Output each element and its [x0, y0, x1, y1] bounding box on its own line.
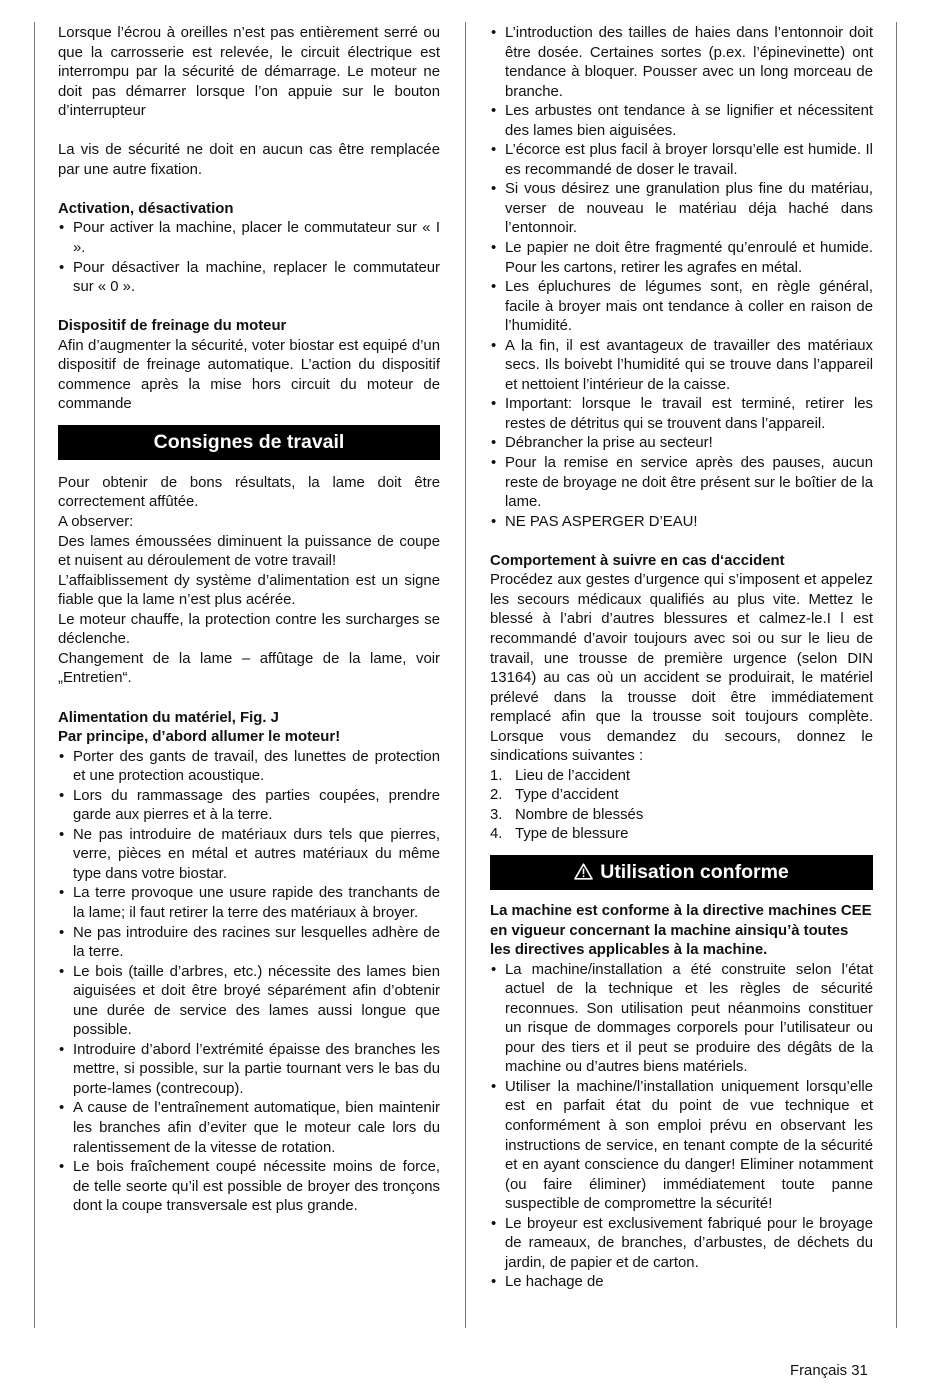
section-bar-intended-use: [490, 855, 873, 890]
activation-heading: Activation, désactivation: [58, 200, 234, 217]
work-paragraph: L’affaiblissement dy système d’alimentation est un signe fiable que la lame n’est plus acérée.: [58, 572, 440, 609]
feeding-subheading: Par principe, d’abord allumer le moteur!: [58, 729, 341, 746]
list-item: • Les épluchures de légumes sont, en règle général, facile à broyer mais ont tendance à coller en raison de l’humidité.: [490, 278, 873, 337]
list-item: • Pour activer la machine, placer le commutateur sur « I ».: [58, 219, 440, 258]
right-margin-rule: [896, 22, 897, 1328]
list-text: Lieu de l’accident: [515, 767, 631, 784]
conformity-list: [490, 961, 873, 1293]
activation-list: [58, 219, 440, 297]
list-text: Type d’accident: [515, 787, 619, 804]
list-item: • Pour désactiver la machine, replacer le commutateur sur « 0 ».: [58, 259, 440, 298]
list-item: • Introduire d’abord l’extrémité épaisse des branches les mettre, si possible, sur la partie tournant vers le bas du porte-lames (contrecoup).: [58, 1041, 440, 1100]
list-number: 1.: [490, 767, 503, 784]
page-footer: Français 31: [790, 1363, 868, 1379]
list-item: • La machine/installation a été construite selon l’état actuel de la technique et les règles de sécurité reconnues. Son utilisation peut néanmoins constituer un risque de dommages corporels pour l’utilisateur ou pour des tiers et il peut se produire des dégâts de la machine ou d’autres biens matériels.: [490, 961, 873, 1078]
work-paragraph: Des lames émoussées diminuent la puissance de coupe et nuisent au déroulement de votre travail!: [58, 533, 440, 570]
list-item: • Le papier ne doit être fragmenté qu’enroulé et humide. Pour les cartons, retirer les agrafes en métal.: [490, 239, 873, 278]
section-bar-work-instructions: [58, 425, 440, 460]
list-item: • NE PAS ASPERGER D’EAU!: [490, 513, 873, 533]
accident-paragraph: Procédez aux gestes d’urgence qui s’imposent et appelez les secours médicaux qualifiés au plus vite. Mettez le blessé à l’abri d’autres blessures et calmez-le.I l est recommandé d’avoir toujours avec soi ou sur le lieu de travail, une trousse de première urgence (selon DIN 13164) au cas où un accident se produirait, le matériel prélevé dans la trousse doit être immédiatement remplacé afin que la trousse soit toujours complète. Lorsque vous demandez du secours, donnez le sindications suivantes :: [490, 572, 873, 765]
list-number: 2.: [490, 787, 503, 804]
list-item: • Les arbustes ont tendance à se lignifier et nécessitent des lames bien aiguisées.: [490, 102, 873, 141]
list-item: • Pour la remise en service après des pauses, aucun reste de broyage ne doit être présent sur le boîtier de la lame.: [490, 454, 873, 513]
list-item: • Ne pas introduire des racines sur lesquelles adhère de la terre.: [58, 924, 440, 963]
work-paragraph: Le moteur chauffe, la protection contre les surcharges se déclenche.: [58, 611, 440, 648]
feeding-list: [58, 748, 440, 1217]
list-item: • Le bois fraîchement coupé nécessite moins de force, de telle seorte qu’il est possible de broyer des tronçons dont la coupe transversale est plus grande.: [58, 1158, 440, 1217]
list-item: [490, 825, 873, 845]
tips-list: [490, 24, 873, 532]
column-divider: [465, 22, 466, 1328]
list-item: • Ne pas introduire de matériaux durs tels que pierres, verre, pièces en métal et autres matériaux du même type dans votre biostar.: [58, 826, 440, 885]
left-column: [58, 24, 440, 1217]
right-column: [490, 24, 873, 1293]
list-text: Type de blessure: [515, 826, 629, 843]
work-paragraph: A observer:: [58, 514, 134, 531]
safety-screw-paragraph: La vis de sécurité ne doit en aucun cas être remplacée par une autre fixation.: [58, 142, 440, 178]
intro-paragraph: Lorsque l’écrou à oreilles n’est pas entièrement serré ou que la carrosserie est relevée, le circuit électrique est interrompu par la sécurité de démarrage. Le moteur ne doit pas démarrer lorsque l’on appuie sur le bouton d’interrupteur: [58, 25, 440, 120]
list-text: Nombre de blessés: [515, 806, 644, 823]
list-item: • Débrancher la prise au secteur!: [490, 434, 873, 454]
warning-triangle-icon: [574, 857, 593, 892]
section-title: Utilisation conforme: [600, 860, 789, 883]
accident-info-list: [490, 767, 873, 845]
list-number: 4.: [490, 826, 503, 843]
list-item: • L’écorce est plus facil à broyer lorsqu’elle est humide. Il es recommandé de doser le travail.: [490, 141, 873, 180]
list-item: • Le hachage de: [490, 1273, 873, 1293]
list-item: [490, 767, 873, 787]
list-number: 3.: [490, 806, 503, 823]
list-item: • La terre provoque une usure rapide des tranchants de la lame; il faut retirer la terre des matériaux à broyer.: [58, 884, 440, 923]
list-item: [490, 786, 873, 806]
conformity-statement: La machine est conforme à la directive machines CEE en vigueur concernant la machine ainsiqu’à toutes les directives applicables à la machine.: [490, 902, 872, 959]
left-margin-rule: [34, 22, 35, 1328]
list-item: • Porter des gants de travail, des lunettes de protection et une protection acoustique.: [58, 748, 440, 787]
list-item: • Le broyeur est exclusivement fabriqué pour le broyage de rameaux, de branches, d’arbustes, de déchets du jardin, de papier et de carton.: [490, 1215, 873, 1274]
brake-paragraph: Afin d’augmenter la sécurité, voter biostar est equipé d’un dispositif de freinage automatique. L’action du dispositif commence après la mise hors circuit du moteur de commande: [58, 337, 440, 413]
feeding-heading: Alimentation du matériel, Fig. J: [58, 709, 279, 726]
work-paragraph: Changement de la lame – affûtage de la lame, voir „Entretien“.: [58, 650, 440, 687]
list-item: • A la fin, il est avantageux de travailler des matériaux secs. Ils boivebt l’humidité qui se trouve dans l’appareil et nettoient l’intérieur de la caisse.: [490, 337, 873, 396]
list-item: • Lors du rammassage des parties coupées, prendre garde aux pierres et à la terre.: [58, 787, 440, 826]
list-item: • L’introduction des tailles de haies dans l’entonnoir doit être dosée. Certaines sortes (p.ex. l’épinevinette) ont tendance à bloquer. Pousser avec un long morceau de branche.: [490, 24, 873, 102]
brake-heading: Dispositif de freinage du moteur: [58, 318, 287, 335]
list-item: • Utiliser la machine/l’installation uniquement lorsqu’elle est en parfait état du point de vue technique et conformément à son emploi prévu en observant les instructions de service, en tenant compte de la sécurité et en ayant conscience du danger! Eliminer notamment (ou faire éliminer) immédiatement toute panne suspectible de compromettre la sécurité!: [490, 1078, 873, 1215]
accident-heading: Comportement à suivre en cas d‘accident: [490, 552, 785, 569]
list-item: [490, 806, 873, 826]
list-item: • Important: lorsque le travail est terminé, retirer les restes de détritus qui se trouvent dans l’appareil.: [490, 395, 873, 434]
list-item: • Le bois (taille d’arbres, etc.) nécessite des lames bien aiguisées et doit être broyé séparément afin d’obtenir une durée de service des lames aussi longue que possible.: [58, 963, 440, 1041]
list-item: • A cause de l’entraînement automatique, bien maintenir les branches afin d’eviter que le moteur cale lors du ralentissement de la vitesse de rotation.: [58, 1099, 440, 1158]
section-title: Consignes de travail: [153, 430, 345, 453]
list-item: • Si vous désirez une granulation plus fine du matériau, verser de nouveau le matériau déja haché dans l’entonnoir.: [490, 180, 873, 239]
work-paragraph: Pour obtenir de bons résultats, la lame doit être correctement affûtée.: [58, 474, 440, 511]
